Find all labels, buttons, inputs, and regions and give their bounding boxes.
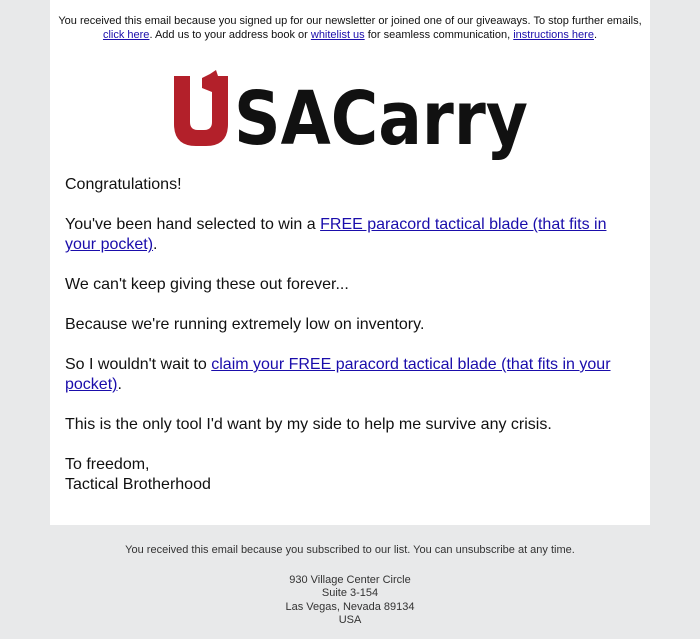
address-line: USA xyxy=(338,614,362,626)
postal-address xyxy=(0,574,700,628)
claim-link[interactable]: claim your FREE paracord tactical blade (that fits in your pocket) xyxy=(65,356,611,393)
paragraph-crisis: This is the only tool I'd want by my side to help me survive any crisis. xyxy=(65,416,552,433)
notice-text: . Add us to your address book or xyxy=(149,29,311,41)
whitelist-link[interactable]: whitelist us xyxy=(310,29,365,41)
notice-text: You received this email because you signed up for our newsletter or joined one of our giveaways. To stop further emails, xyxy=(58,15,642,27)
email-footer xyxy=(0,544,700,628)
address-line: 930 Village Center Circle xyxy=(289,573,411,586)
instructions-link[interactable]: instructions here xyxy=(513,29,594,41)
paragraph-forever: We can't keep giving these out forever... xyxy=(65,276,349,293)
logo-u-mark xyxy=(174,70,228,146)
paragraph-inventory: Because we're running extremely low on inventory. xyxy=(65,316,425,333)
signature: Tactical Brotherhood xyxy=(65,476,211,493)
usacarry-logo xyxy=(170,66,532,162)
offer-link[interactable]: FREE paracord tactical blade (that fits in your pocket) xyxy=(65,216,607,253)
paragraph-text: . xyxy=(117,376,122,393)
signoff: To freedom, xyxy=(65,456,150,473)
subscription-notice xyxy=(50,14,650,42)
footer-notice: You received this email because you subscribed to our list. You can unsubscribe at any time. xyxy=(125,544,575,556)
notice-text: for seamless communication, xyxy=(364,29,514,41)
greeting: Congratulations! xyxy=(65,176,182,193)
address-line: Suite 3-154 xyxy=(321,587,379,599)
paragraph-offer xyxy=(65,215,625,255)
paragraph-text: So I wouldn't wait to xyxy=(65,356,212,373)
notice-text: . xyxy=(593,29,598,41)
paragraph-text: . xyxy=(153,236,158,253)
paragraph-text: You've been hand selected to win a xyxy=(65,216,321,233)
unsubscribe-link[interactable]: click here xyxy=(102,29,150,41)
logo-wordmark: SACarry xyxy=(234,76,528,162)
email-card xyxy=(50,0,650,525)
paragraph-claim xyxy=(65,355,625,395)
address-line: Las Vegas, Nevada 89134 xyxy=(285,600,415,613)
email-body xyxy=(65,175,625,515)
signature-block xyxy=(65,455,625,495)
